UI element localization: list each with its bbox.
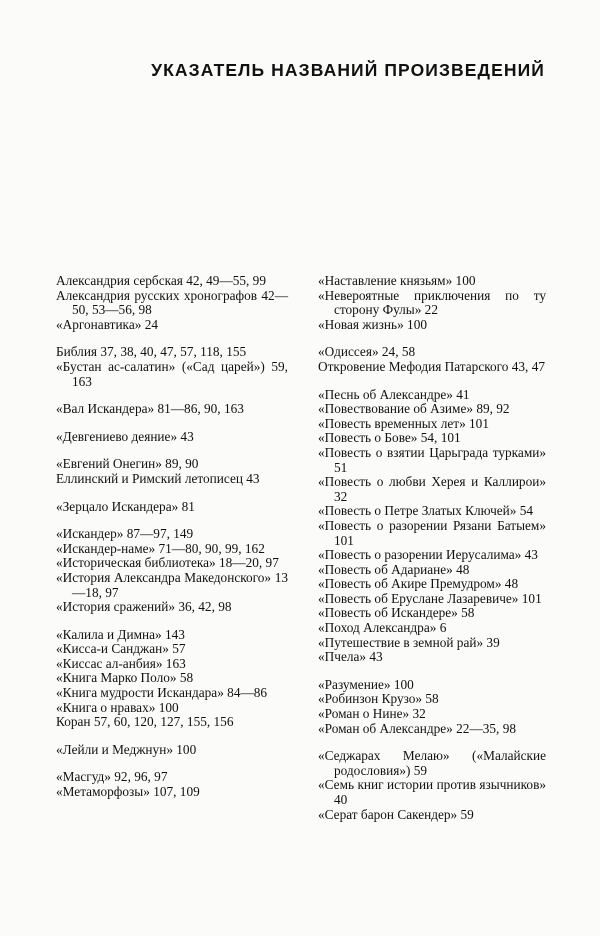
index-entry: «Повесть об Адариане» 48 bbox=[318, 561, 470, 577]
index-entry: «Искандер» 87—97, 149 bbox=[56, 526, 194, 542]
index-entry: «Роман об Александре» 22—35, 98 bbox=[318, 720, 516, 736]
index-entry: Александрия русских хронографов 42—50, 53—56, 98 bbox=[56, 287, 288, 318]
index-entry: «Книга Марко Поло» 58 bbox=[56, 670, 194, 686]
index-entry: «Метаморфозы» 107, 109 bbox=[56, 784, 200, 800]
index-entry: «Повесть о Петре Златых Ключей» 54 bbox=[318, 503, 534, 519]
index-entry: «Евгений Онегин» 89, 90 bbox=[56, 456, 199, 472]
index-entry: Откровение Мефодия Патарского 43, 47 bbox=[318, 358, 546, 374]
index-entry: «Повесть о разорении Рязани Батыем» 101 bbox=[318, 517, 546, 548]
index-entry: «Повесть о разорении Иерусалима» 43 bbox=[318, 547, 538, 563]
index-entry: «Повесть о любви Херея и Каллирои» 32 bbox=[318, 474, 546, 504]
index-entry: «Повесть об Искандере» 58 bbox=[318, 605, 475, 621]
index-entry: «Новая жизнь» 100 bbox=[318, 316, 427, 332]
index-column-right bbox=[318, 274, 546, 822]
index-entry: Библия 37, 38, 40, 47, 57, 118, 155 bbox=[56, 344, 247, 360]
index-entry: «Пчела» 43 bbox=[318, 649, 383, 665]
index-entry: «Повествование об Азиме» 89, 92 bbox=[318, 401, 510, 417]
index-entry: «Зерцало Искандера» 81 bbox=[56, 498, 195, 514]
index-entry: «Бустан ас-салатин» («Сад царей») 59, 163 bbox=[56, 358, 288, 389]
index-entry: «Песнь об Александре» 41 bbox=[318, 386, 470, 402]
index-entry: «Книга о нравах» 100 bbox=[56, 699, 179, 715]
index-entry: «Робинзон Крузо» 58 bbox=[318, 691, 439, 707]
index-entry: «Девгениево деяние» 43 bbox=[56, 428, 194, 444]
index-entry: «Масгуд» 92, 96, 97 bbox=[56, 769, 168, 785]
index-entry: «Разумение» 100 bbox=[318, 676, 414, 692]
index-entry: «Повесть об Еруслане Лазаревиче» 101 bbox=[318, 590, 542, 606]
index-entry: «Историческая библиотека» 18—20, 97 bbox=[56, 555, 279, 571]
index-entry: «Роман о Нине» 32 bbox=[318, 706, 426, 722]
index-entry: «Киссас ал-анбия» 163 bbox=[56, 655, 186, 671]
index-entry: «Повесть о Бове» 54, 101 bbox=[318, 430, 461, 446]
index-entry: «Путешествие в земной рай» 39 bbox=[318, 634, 500, 650]
index-column-left bbox=[56, 274, 288, 800]
index-entry: «Серат барон Сакендер» 59 bbox=[318, 806, 474, 822]
index-entry: «Искандер-наме» 71—80, 90, 99, 162 bbox=[56, 540, 265, 556]
index-entry: «Книга мудрости Искандара» 84—86 bbox=[56, 685, 268, 701]
index-entry: Еллинский и Римский летописец 43 bbox=[56, 470, 260, 486]
index-entry: «Повесть временных лет» 101 bbox=[318, 415, 489, 431]
index-entry: «Калила и Димна» 143 bbox=[56, 626, 185, 642]
index-entry: «Одиссея» 24, 58 bbox=[318, 344, 416, 360]
index-entry: «Аргонавтика» 24 bbox=[56, 316, 158, 332]
index-entry: «Наставление князьям» 100 bbox=[318, 273, 476, 288]
index-entry: «Невероятные приключения по ту сторону Фулы» 22 bbox=[318, 287, 546, 318]
index-entry: Коран 57, 60, 120, 127, 155, 156 bbox=[56, 714, 234, 730]
index-entry: «Повесть о взятии Царьграда турками» 51 bbox=[318, 444, 546, 475]
index-entry: «История Александра Македонского» 13—18, 97 bbox=[56, 569, 288, 600]
index-entry: Александрия сербская 42, 49—55, 99 bbox=[56, 273, 266, 288]
index-entry: «Седжарах Мелаю» («Малайские родословия») 59 bbox=[318, 748, 546, 778]
index-entry: «Повесть об Акире Премудром» 48 bbox=[318, 576, 519, 592]
index-entry: «Вал Искандера» 81—86, 90, 163 bbox=[56, 401, 244, 417]
index-entry: «Кисса-и Санджан» 57 bbox=[56, 641, 186, 657]
index-entry: «Лейли и Меджнун» 100 bbox=[56, 741, 197, 757]
index-entry: «История сражений» 36, 42, 98 bbox=[56, 599, 232, 615]
index-entry: «Поход Александра» 6 bbox=[318, 620, 447, 636]
index-entry: «Семь книг истории против язычников» 40 bbox=[318, 777, 546, 807]
page-title: УКАЗАТЕЛЬ НАЗВАНИЙ ПРОИЗВЕДЕНИЙ bbox=[151, 60, 545, 80]
